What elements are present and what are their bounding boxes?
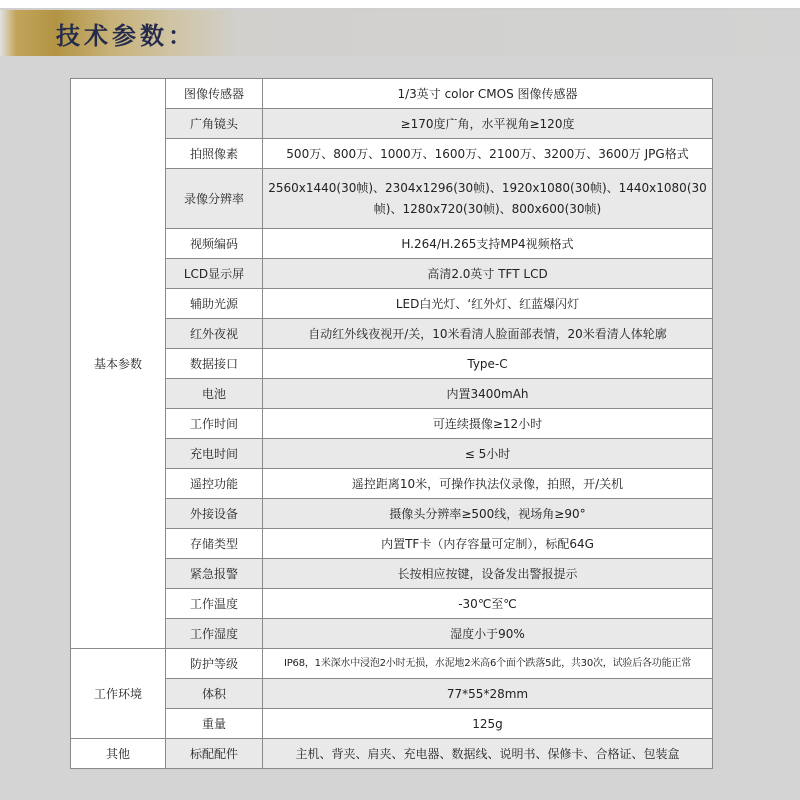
row-value-lcd-screen: 高清2.0英寸 TFT LCD [263, 259, 713, 289]
row-value-aux-light: LED白光灯、‘红外灯、红蓝爆闪灯 [263, 289, 713, 319]
row-label-charging-time: 充电时间 [166, 439, 263, 469]
row-value-working-humidity: 湿度小于90% [263, 619, 713, 649]
row-label-working-humidity: 工作湿度 [166, 619, 263, 649]
row-value-wide-angle-lens: ≥170度广角，水平视角≥120度 [263, 109, 713, 139]
row-label-image-sensor: 图像传感器 [166, 79, 263, 109]
row-value-photo-pixels: 500万、800万、1000万、1600万、2100万、3200万、3600万 JPG格式 [263, 139, 713, 169]
row-value-video-codec: H.264/H.265支持MP4视频格式 [263, 229, 713, 259]
row-value-protection-rating: IP68，1米深水中浸泡2小时无损，水泥地2米高6个面个跌落5此，共30次，试验后各功能正常 [263, 649, 713, 679]
row-label-photo-pixels: 拍照像素 [166, 139, 263, 169]
row-value-standard-accessories: 主机、背夹、肩夹、充电器、数据线、说明书、保修卡、合格证、包装盒 [263, 739, 713, 769]
row-value-volume: 77*55*28mm [263, 679, 713, 709]
spec-table [70, 78, 713, 769]
row-label-lcd-screen: LCD显示屏 [166, 259, 263, 289]
row-label-video-codec: 视频编码 [166, 229, 263, 259]
row-value-working-time: 可连续摄像≥12小时 [263, 409, 713, 439]
row-value-remote-control: 遥控距离10米，可操作执法仪录像，拍照，开/关机 [263, 469, 713, 499]
row-label-volume: 体积 [166, 679, 263, 709]
row-value-data-port: Type-C [263, 349, 713, 379]
row-label-battery: 电池 [166, 379, 263, 409]
group-label-other: 其他 [71, 739, 166, 769]
row-label-working-temperature: 工作温度 [166, 589, 263, 619]
row-value-video-resolution: 2560x1440(30帧)、2304x1296(30帧)、1920x1080(30帧)、1440x1080(30帧)、1280x720(30帧)、800x600(30帧) [263, 169, 713, 229]
row-label-video-resolution: 录像分辨率 [166, 169, 263, 229]
row-label-remote-control: 遥控功能 [166, 469, 263, 499]
row-label-aux-light: 辅助光源 [166, 289, 263, 319]
group-label-basic: 基本参数 [71, 79, 166, 649]
row-label-wide-angle-lens: 广角镜头 [166, 109, 263, 139]
page-title: 技术参数： [56, 22, 196, 50]
row-value-ir-night-vision: 自动红外线夜视开/关，10米看清人脸面部表情，20米看清人体轮廓 [263, 319, 713, 349]
row-value-working-temperature: -30℃至℃ [263, 589, 713, 619]
row-value-storage-type: 内置TF卡（内存容量可定制），标配64G [263, 529, 713, 559]
row-label-ir-night-vision: 红外夜视 [166, 319, 263, 349]
row-label-data-port: 数据接口 [166, 349, 263, 379]
row-value-weight: 125g [263, 709, 713, 739]
row-value-charging-time: ≤ 5小时 [263, 439, 713, 469]
row-label-standard-accessories: 标配配件 [166, 739, 263, 769]
row-value-battery: 内置3400mAh [263, 379, 713, 409]
row-label-external-device: 外接设备 [166, 499, 263, 529]
row-value-image-sensor: 1/3英寸 color CMOS 图像传感器 [263, 79, 713, 109]
row-value-emergency-alarm: 长按相应按键，设备发出警报提示 [263, 559, 713, 589]
group-label-environment: 工作环境 [71, 649, 166, 739]
row-label-protection-rating: 防护等级 [166, 649, 263, 679]
title-banner [0, 10, 800, 56]
row-label-weight: 重量 [166, 709, 263, 739]
row-label-emergency-alarm: 紧急报警 [166, 559, 263, 589]
row-label-working-time: 工作时间 [166, 409, 263, 439]
row-value-external-device: 摄像头分辨率≥500线，视场角≥90° [263, 499, 713, 529]
row-label-storage-type: 存储类型 [166, 529, 263, 559]
